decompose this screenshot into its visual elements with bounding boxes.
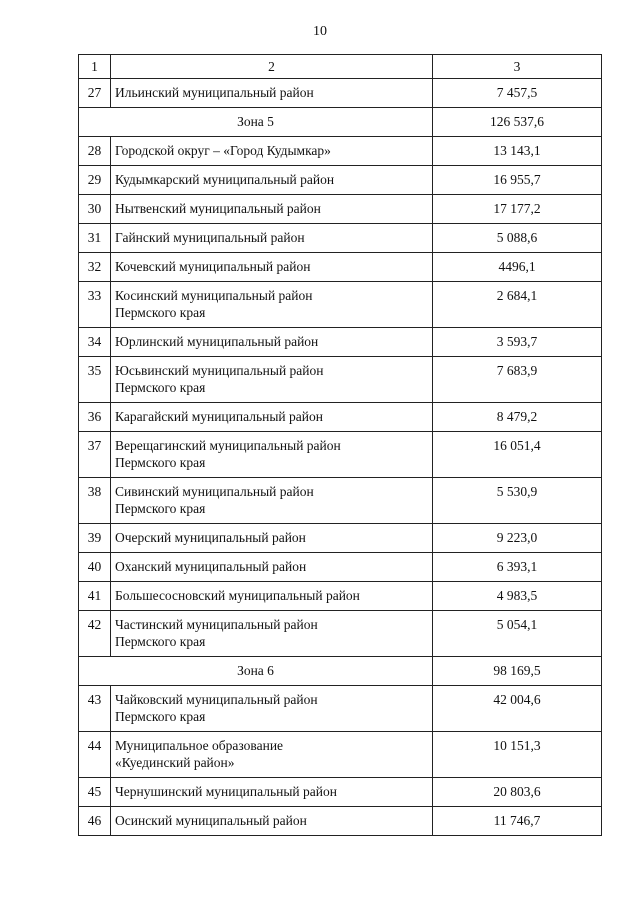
municipality-name-line: Пермского края <box>115 380 206 395</box>
municipality-name-line: Нытвенский муниципальный район <box>115 201 321 216</box>
amount-value: 42 004,6 <box>433 686 602 732</box>
row-number: 30 <box>79 195 111 224</box>
amount-value: 20 803,6 <box>433 778 602 807</box>
column-header-number: 1 <box>79 55 111 79</box>
municipality-name-line: Верещагинский муниципальный район <box>115 438 341 453</box>
table-row <box>79 195 602 224</box>
zone-total-value: 126 537,6 <box>433 108 602 137</box>
amount-value: 16 955,7 <box>433 166 602 195</box>
municipality-name <box>111 778 433 807</box>
allocation-table <box>78 54 602 836</box>
zone-subtotal-row <box>79 108 602 137</box>
amount-value: 4 983,5 <box>433 582 602 611</box>
municipality-name <box>111 611 433 657</box>
amount-value: 7 683,9 <box>433 357 602 403</box>
column-header-value: 3 <box>433 55 602 79</box>
municipality-name-line: Юсьвинский муниципальный район <box>115 363 324 378</box>
table-row <box>79 524 602 553</box>
municipality-name <box>111 166 433 195</box>
row-number: 33 <box>79 282 111 328</box>
municipality-name <box>111 686 433 732</box>
table-header-row <box>79 55 602 79</box>
municipality-name <box>111 582 433 611</box>
municipality-name-line: Чернушинский муниципальный район <box>115 784 337 799</box>
municipality-name <box>111 282 433 328</box>
municipality-name-line: Чайковский муниципальный район <box>115 692 318 707</box>
row-number: 29 <box>79 166 111 195</box>
table-row <box>79 732 602 778</box>
municipality-name-line: Пермского края <box>115 709 206 724</box>
amount-value: 17 177,2 <box>433 195 602 224</box>
row-number: 41 <box>79 582 111 611</box>
row-number: 44 <box>79 732 111 778</box>
table-row <box>79 328 602 357</box>
row-number: 28 <box>79 137 111 166</box>
row-number: 43 <box>79 686 111 732</box>
table-row <box>79 282 602 328</box>
amount-value: 16 051,4 <box>433 432 602 478</box>
table-row <box>79 582 602 611</box>
table-row <box>79 778 602 807</box>
amount-value: 3 593,7 <box>433 328 602 357</box>
row-number: 38 <box>79 478 111 524</box>
row-number: 36 <box>79 403 111 432</box>
row-number: 31 <box>79 224 111 253</box>
table-row <box>79 478 602 524</box>
municipality-name-line: Осинский муниципальный район <box>115 813 307 828</box>
table-row <box>79 79 602 108</box>
zone-total-value: 98 169,5 <box>433 657 602 686</box>
municipality-name <box>111 432 433 478</box>
amount-value: 7 457,5 <box>433 79 602 108</box>
table-row <box>79 553 602 582</box>
municipality-name <box>111 253 433 282</box>
municipality-name <box>111 732 433 778</box>
table-row <box>79 357 602 403</box>
municipality-name-line: Ильинский муниципальный район <box>115 85 314 100</box>
municipality-name-line: Частинский муниципальный район <box>115 617 318 632</box>
municipality-name-line: Большесосновский муниципальный район <box>115 588 360 603</box>
row-number: 27 <box>79 79 111 108</box>
table-row <box>79 224 602 253</box>
municipality-name-line: Пермского края <box>115 501 206 516</box>
amount-value: 5 530,9 <box>433 478 602 524</box>
table-row <box>79 807 602 836</box>
amount-value: 6 393,1 <box>433 553 602 582</box>
amount-value: 9 223,0 <box>433 524 602 553</box>
row-number: 46 <box>79 807 111 836</box>
municipality-name-line: Сивинский муниципальный район <box>115 484 314 499</box>
municipality-name-line: Гайнский муниципальный район <box>115 230 305 245</box>
municipality-name <box>111 403 433 432</box>
amount-value: 5 054,1 <box>433 611 602 657</box>
amount-value: 10 151,3 <box>433 732 602 778</box>
amount-value: 13 143,1 <box>433 137 602 166</box>
row-number: 35 <box>79 357 111 403</box>
row-number: 39 <box>79 524 111 553</box>
zone-label: Зона 6 <box>79 657 433 686</box>
row-number: 40 <box>79 553 111 582</box>
table-row <box>79 253 602 282</box>
municipality-name-line: Кудымкарский муниципальный район <box>115 172 335 187</box>
table-row <box>79 686 602 732</box>
municipality-name-line: Очерский муниципальный район <box>115 530 306 545</box>
municipality-name <box>111 478 433 524</box>
table-row <box>79 611 602 657</box>
municipality-name <box>111 357 433 403</box>
page-number: 10 <box>313 24 327 39</box>
table-row <box>79 137 602 166</box>
municipality-name-line: Юрлинский муниципальный район <box>115 334 319 349</box>
municipality-name <box>111 328 433 357</box>
municipality-name-line: Кочевский муниципальный район <box>115 259 311 274</box>
municipality-name-line: «Куединский район» <box>115 755 235 770</box>
amount-value: 5 088,6 <box>433 224 602 253</box>
row-number: 32 <box>79 253 111 282</box>
table-row <box>79 166 602 195</box>
municipality-name <box>111 553 433 582</box>
row-number: 42 <box>79 611 111 657</box>
table-row <box>79 432 602 478</box>
column-header-name: 2 <box>111 55 433 79</box>
row-number: 34 <box>79 328 111 357</box>
municipality-name-line: Карагайский муниципальный район <box>115 409 323 424</box>
municipality-name <box>111 524 433 553</box>
municipality-name-line: Городской округ – «Город Кудымкар» <box>115 143 331 158</box>
municipality-name-line: Муниципальное образование <box>115 738 284 753</box>
municipality-name-line: Пермского края <box>115 305 206 320</box>
municipality-name <box>111 137 433 166</box>
amount-value: 4496,1 <box>433 253 602 282</box>
municipality-name-line: Косинский муниципальный район <box>115 288 313 303</box>
municipality-name <box>111 79 433 108</box>
table-row <box>79 403 602 432</box>
row-number: 37 <box>79 432 111 478</box>
municipality-name-line: Оханский муниципальный район <box>115 559 307 574</box>
amount-value: 8 479,2 <box>433 403 602 432</box>
municipality-name <box>111 224 433 253</box>
row-number: 45 <box>79 778 111 807</box>
municipality-name-line: Пермского края <box>115 634 206 649</box>
amount-value: 11 746,7 <box>433 807 602 836</box>
municipality-name <box>111 807 433 836</box>
municipality-name-line: Пермского края <box>115 455 206 470</box>
municipality-name <box>111 195 433 224</box>
zone-label: Зона 5 <box>79 108 433 137</box>
table-body <box>79 55 602 836</box>
zone-subtotal-row <box>79 657 602 686</box>
amount-value: 2 684,1 <box>433 282 602 328</box>
